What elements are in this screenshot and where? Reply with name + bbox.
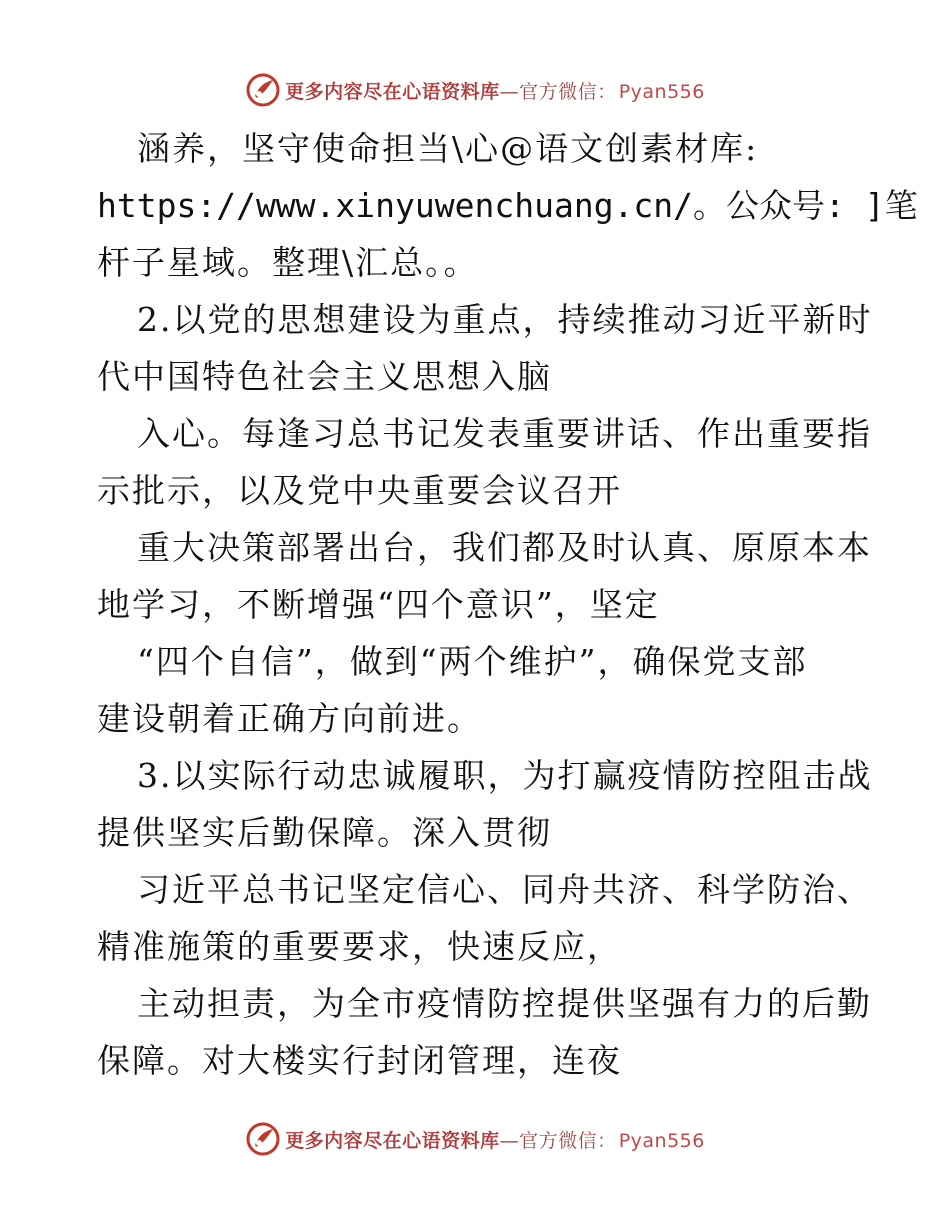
banner-text [285, 77, 705, 104]
body-line: 主动担责，为全市疫情防控提供坚强有力的后勤 [137, 984, 872, 1023]
document-body [97, 120, 918, 1089]
body-line: 代中国特色社会主义思想入脑 [97, 357, 552, 396]
footer-banner [0, 1119, 950, 1159]
banner-wechat-id: Pyan556 [618, 1129, 705, 1152]
body-line: 2.以党的思想建设为重点，持续推动习近平新时 [137, 300, 873, 339]
body-line: https://www.xinyuwenchuang.cn/。公众号: ]笔 [97, 186, 918, 225]
body-line: 示批示，以及党中央重要会议召开 [97, 471, 622, 510]
banner-dash: — [499, 1129, 520, 1152]
body-line: 习近平总书记坚定信心、同舟共济、科学防治、 [137, 870, 872, 909]
banner-sub-text: 官方微信： [519, 80, 617, 103]
body-line: 建设朝着正确方向前进。 [97, 699, 482, 738]
banner-main-text: 更多内容尽在心语资料库 [285, 80, 500, 103]
body-line: 保障。对大楼实行封闭管理，连夜 [97, 1041, 622, 1080]
banner-wechat-id: Pyan556 [618, 80, 705, 103]
logo-icon [245, 72, 281, 108]
banner-main-text: 更多内容尽在心语资料库 [285, 1129, 500, 1152]
body-line: 精准施策的重要要求，快速反应， [97, 927, 622, 966]
body-line: 提供坚实后勤保障。深入贯彻 [97, 813, 552, 852]
body-line: 杆子星域。整理\汇总。。 [97, 243, 479, 282]
body-line: 重大决策部署出台，我们都及时认真、原原本本 [137, 528, 872, 567]
banner-sub-text: 官方微信： [519, 1129, 617, 1152]
header-banner [0, 70, 950, 110]
logo-icon [245, 1121, 281, 1157]
body-line: 3.以实际行动忠诚履职，为打赢疫情防控阻击战 [137, 756, 873, 795]
body-line: 涵养，坚守使命担当\心@语文创素材库: [137, 129, 759, 168]
body-line: “四个自信”，做到“两个维护”，确保党支部 [137, 642, 808, 681]
body-line: 地学习，不断增强“四个意识”，坚定 [97, 585, 660, 624]
banner-dash: — [499, 80, 520, 103]
banner-text [285, 1126, 705, 1153]
body-line: 入心。每逢习总书记发表重要讲话、作出重要指 [137, 414, 872, 453]
